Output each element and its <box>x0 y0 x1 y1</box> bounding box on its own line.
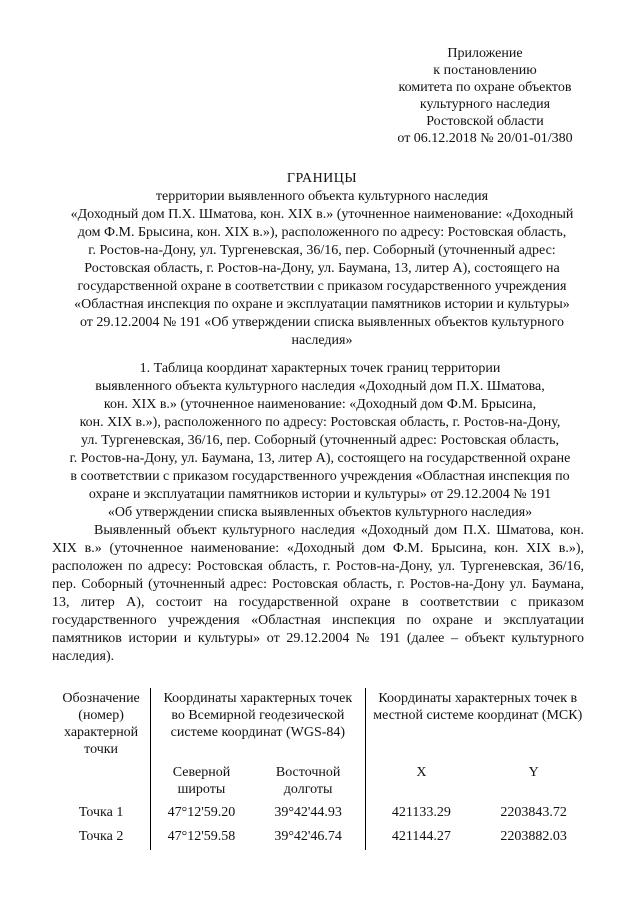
caption-line: ул. Тургеневская, 36/16, пер. Соборный (уточненный адрес: Ростовская область, <box>80 433 560 448</box>
caption-line: 1. Таблица координат характерных точек границ территории <box>139 361 501 376</box>
table-row <box>52 802 590 826</box>
appendix-line: Приложение <box>447 46 523 61</box>
cell-east: 39°42'44.93 <box>274 805 342 820</box>
cell-north: 47°12'59.20 <box>151 802 252 826</box>
title-line: территории выявленного объекта культурного наследия <box>155 189 489 204</box>
title-line: Ростовская область, г. Ростов-на-Дону, ул. Баумана, 13, литер А), состоящего на <box>84 261 560 276</box>
caption-line: выявленного объекта культурного наследия «Доходный дом П.Х. Шматова, <box>95 379 545 394</box>
title-line: наследия» <box>291 333 353 348</box>
document-heading: ГРАНИЦЫ <box>286 171 358 186</box>
cell-x: 421133.29 <box>365 802 477 826</box>
cell-y: 2203882.03 <box>500 829 567 844</box>
header-wgs: Координаты характерных точек во Всемирной геодезической системе координат (WGS-84) <box>151 688 365 758</box>
table-caption <box>60 360 580 522</box>
title-line: «Областная инспекция по охране и эксплуатации памятников истории и культуры» <box>74 297 570 312</box>
cell-north: 47°12'59.58 <box>151 826 252 850</box>
header-msk: Координаты характерных точек в местной системе координат (МСК) <box>365 688 590 758</box>
coordinates-table <box>52 688 590 850</box>
header-point: Обозначение (номер) характерной точки <box>62 691 140 757</box>
appendix-block <box>395 45 575 147</box>
subheader-x: X <box>365 758 477 802</box>
title-line: от 29.12.2004 № 191 «Об утверждении списка выявленных объектов культурного <box>79 315 565 330</box>
title-line: дом Ф.М. Брысина, кон. XIX в.»), расположенного по адресу: Ростовская область, <box>77 225 567 240</box>
subheader-north: Северной широты <box>151 758 252 802</box>
cell-point: Точка 1 <box>78 805 124 820</box>
caption-line: кон. XIX в.» (уточненное наименование: «Доходный дом Ф.М. Брысина, <box>103 397 537 412</box>
cell-x: 421144.27 <box>365 826 477 850</box>
appendix-line: комитета по охране объектов <box>398 80 572 95</box>
title-line: «Доходный дом П.Х. Шматова, кон. XIX в.» (уточненное наименование: «Доходный <box>70 207 574 222</box>
appendix-line: к постановлению <box>433 63 537 78</box>
table-header-row <box>52 688 590 758</box>
table-row <box>52 826 590 850</box>
subheader-east: Восточной долготы <box>275 765 341 797</box>
caption-line: г. Ростов-на-Дону, ул. Баумана, 13, литер А), состоящего на государственной охране <box>69 451 571 466</box>
title-line: г. Ростов-на-Дону, ул. Тургеневская, 36/16, пер. Соборный (уточненный адрес: <box>88 243 556 258</box>
appendix-line: культурного наследия <box>419 97 551 112</box>
cell-east: 39°42'46.74 <box>274 829 342 844</box>
subheader-empty <box>52 758 151 802</box>
title-line: государственной охране в соответствии с приказом государственного учреждения <box>77 279 567 294</box>
caption-line: в соответствии с приказом государственного учреждения «Областная инспекция по <box>70 469 570 484</box>
title-block <box>52 170 592 350</box>
caption-line: охране и эксплуатации памятников истории и культуры» от 29.12.2004 № 191 <box>88 487 552 502</box>
cell-y: 2203843.72 <box>500 805 567 820</box>
caption-line: кон. XIX в.»), расположенного по адресу: Ростовская область, г. Ростов-на-Дону, <box>79 415 561 430</box>
body-paragraph: Выявленный объект культурного наследия «Доходный дом П.Х. Шматова, кон. XIX в.» (уточненное наименование: «Доходный дом Ф.М. Брысина, кон. XIX в.»), расположен по адресу: Ростовская область, г. Ростов-на-Дону, ул. Тургеневская, 36/16, пер. Соборный (уточненный адрес: Ростовская область, г. Ростов-на-Дону ул. Баумана, 13, литер А), состоит на государственной охране в соответствии с приказом государственного учреждения «Областная инспекция по охране и эксплуатации памятников истории и культуры» от 29.12.2004 № 191 (далее – объект культурного наследия). <box>52 523 584 664</box>
cell-point: Точка 2 <box>78 829 124 844</box>
caption-line: «Об утверждении списка выявленных объектов культурного наследия» <box>107 505 533 520</box>
table-subheader-row <box>52 758 590 802</box>
subheader-y: Y <box>528 765 539 780</box>
appendix-line: от 06.12.2018 № 20/01-01/380 <box>397 131 573 146</box>
appendix-line: Ростовской области <box>426 114 544 129</box>
